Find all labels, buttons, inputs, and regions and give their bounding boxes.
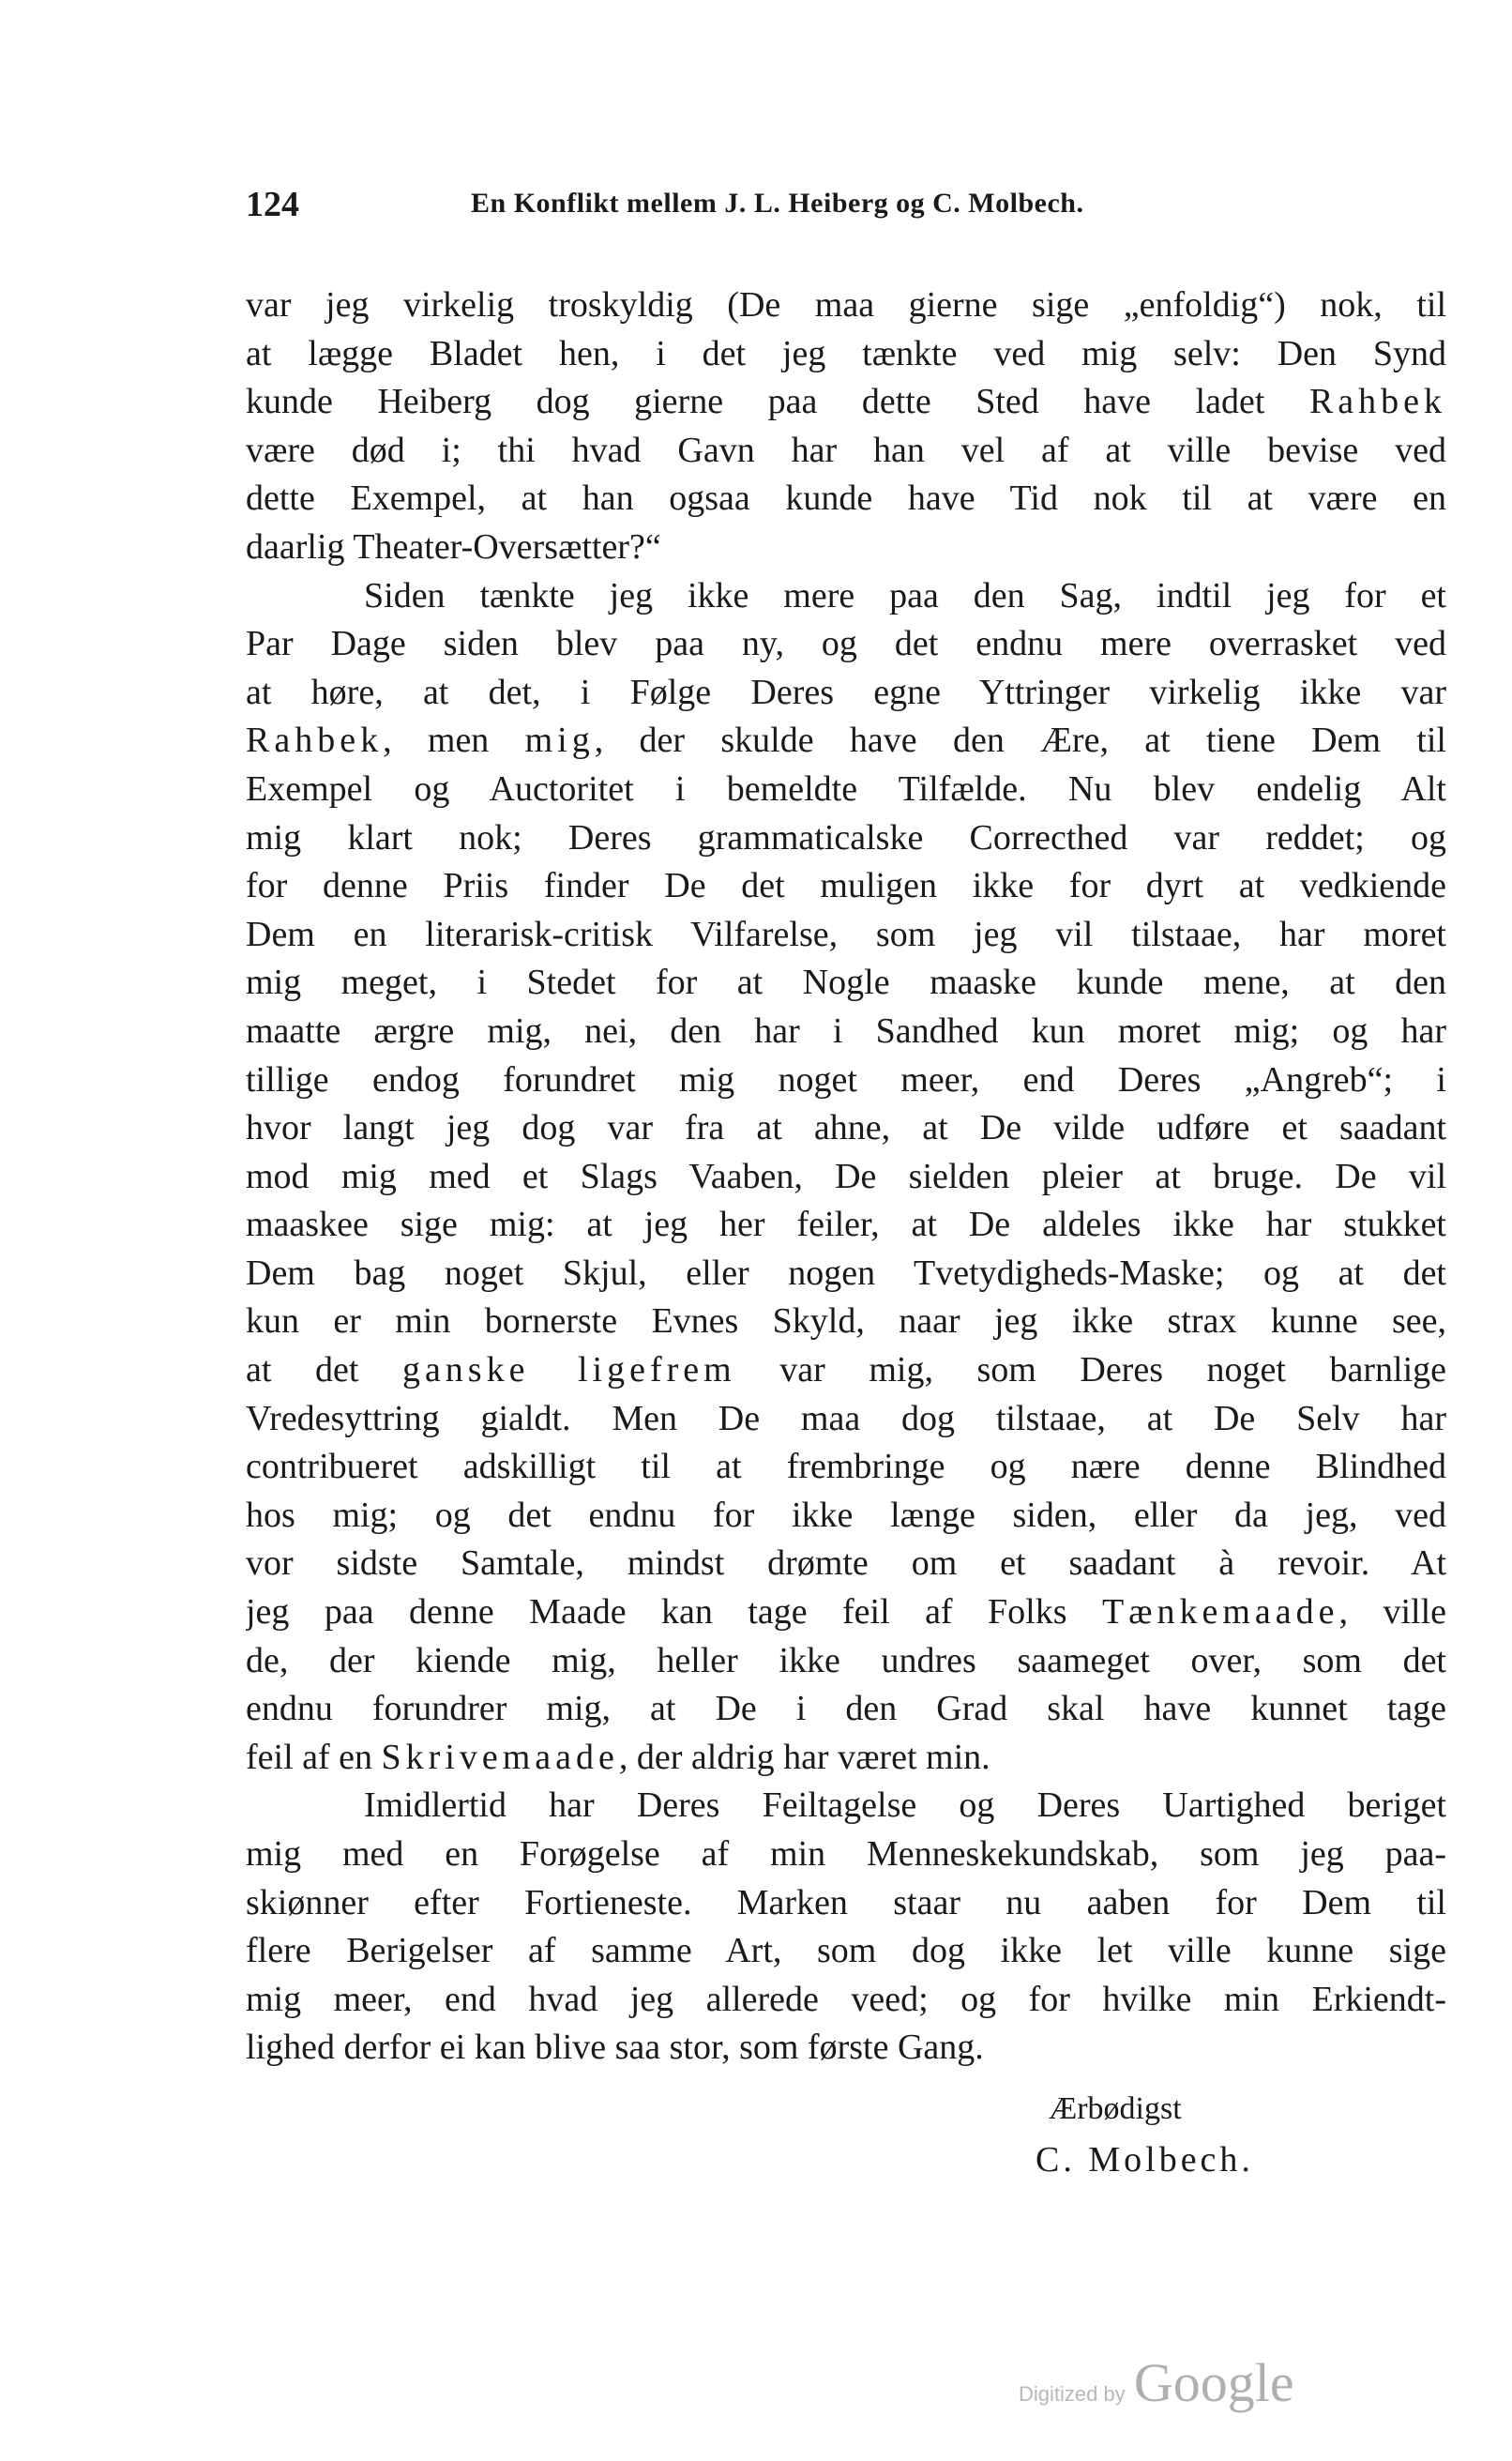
text-line: lighed derfor ei kan blive saa stor, som første Gang. bbox=[246, 2028, 984, 2068]
text-line: Vredesyttring gialdt. Men De maa dog tilstaae, at De Selv har bbox=[246, 1398, 1446, 1438]
text-line: Exempel og Auctoritet i bemeldte Tilfælde. Nu blev endelig Alt bbox=[246, 768, 1446, 809]
text-segment: , der aldrig har været min. bbox=[618, 1737, 990, 1777]
text-line: Dem en literarisk-critisk Vilfarelse, som jeg vil tilstaae, har moret bbox=[246, 914, 1446, 954]
text-line: dette Exempel, at han ogsaa kunde have Tid nok til at være en bbox=[246, 479, 1446, 519]
text-line: at lægge Bladet hen, i det jeg tænkte ved mig selv: Den Synd bbox=[246, 333, 1446, 373]
text-line: endnu forundrer mig, at De i den Grad skal have kunnet tage bbox=[246, 1689, 1446, 1729]
text-segment: , der skulde have den Ære, at tiene Dem til bbox=[594, 721, 1446, 761]
text-line: Imidlertid har Deres Feiltagelse og Deres Uartighed beriget bbox=[364, 1785, 1446, 1826]
page-number: 124 bbox=[246, 185, 299, 224]
text-line: Dem bag noget Skjul, eller nogen Tvetydigheds-Maske; og at det bbox=[246, 1253, 1446, 1293]
text-segment: at det bbox=[246, 1350, 359, 1390]
text-line: mig meget, i Stedet for at Nogle maaske kunde mene, at den bbox=[246, 963, 1446, 1003]
text-line: vor sidste Samtale, mindst drømte om et saadant à revoir. At bbox=[246, 1543, 1446, 1584]
text-line: skiønner efter Fortieneste. Marken staar nu aaben for Dem til bbox=[246, 1882, 1446, 1922]
text-line bbox=[246, 717, 1446, 766]
emphasis-ganske-ligefrem: ganske ligefrem bbox=[401, 1350, 736, 1390]
text-line: tillige endog forundret mig noget meer, end Deres „Angreb“; i bbox=[246, 1059, 1446, 1100]
watermark-prefix: Digitized by bbox=[1019, 2382, 1126, 2406]
signature-block bbox=[1032, 2087, 1369, 2188]
text-line: mig meer, end hvad jeg allerede veed; og for hvilke min Erkiendt- bbox=[246, 1979, 1446, 2019]
emphasis-skrivemaade: Skrivemaade bbox=[381, 1737, 619, 1777]
signer-name: C. Molbech. bbox=[1036, 2140, 1254, 2180]
text-line: de, der kiende mig, heller ikke undres saameget over, som det bbox=[246, 1640, 1446, 1680]
text-segment: feil af en bbox=[246, 1737, 373, 1777]
text-line: for denne Priis finder De det muligen ikke for dyrt at vedkiende bbox=[246, 866, 1446, 906]
text-line: mod mig med et Slags Vaaben, De sielden pleier at bruge. De vil bbox=[246, 1156, 1446, 1196]
text-line: daarlig Theater-Oversætter?“ bbox=[246, 526, 661, 567]
text-line: at høre, at det, i Følge Deres egne Yttringer virkelig ikke var bbox=[246, 672, 1446, 712]
text-line bbox=[246, 1588, 1446, 1637]
closing-salutation: Ærbødigst bbox=[1049, 2091, 1182, 2126]
text-line: hos mig; og det endnu for ikke længe siden, eller da jeg, ved bbox=[246, 1495, 1446, 1535]
text-line: var jeg virkelig troskyldig (De maa gierne sige „enfoldig“) nok, til bbox=[246, 285, 1446, 325]
text-line: Par Dage siden blev paa ny, og det endnu mere overrasket ved bbox=[246, 624, 1446, 664]
text-line: maaskee sige mig: at jeg her feiler, at De aldeles ikke har stukket bbox=[246, 1205, 1446, 1245]
text-line bbox=[246, 378, 1446, 427]
text-segment: , men bbox=[383, 721, 490, 761]
text-line: contribueret adskilligt til at frembringe og nære denne Blindhed bbox=[246, 1447, 1446, 1487]
text-line: hvor langt jeg dog var fra at ahne, at De vilde udføre et saadant bbox=[246, 1108, 1446, 1148]
google-logo: Google bbox=[1133, 2352, 1294, 2413]
body-text bbox=[246, 281, 1446, 2073]
running-title: En Konflikt mellem J. L. Heiberg og C. Molbech. bbox=[471, 188, 1084, 219]
text-segment: var mig, som Deres noget barnlige bbox=[779, 1350, 1446, 1390]
text-segment: kunde Heiberg dog gierne paa dette Sted have ladet bbox=[246, 382, 1265, 422]
text-line: mig klart nok; Deres grammaticalske Correcthed var reddet; og bbox=[246, 817, 1446, 858]
emphasis-taenkemaade: Tænkemaade bbox=[1101, 1592, 1339, 1633]
text-line: maatte ærgre mig, nei, den har i Sandhed kun moret mig; og har bbox=[246, 1010, 1446, 1051]
emphasis-rahbek: Rahbek bbox=[246, 721, 384, 761]
emphasis-mig: mig bbox=[524, 721, 595, 761]
text-line: kun er min bornerste Evnes Skyld, naar jeg ikke strax kunne see, bbox=[246, 1301, 1446, 1342]
text-segment: jeg paa denne Maade kan tage feil af Folks bbox=[246, 1592, 1067, 1633]
running-head bbox=[246, 184, 1296, 240]
text-line bbox=[246, 1734, 1446, 1783]
text-line: være død i; thi hvad Gavn har han vel af at ville bevise ved bbox=[246, 430, 1446, 470]
text-line: flere Berigelser af samme Art, som dog ikke let ville kunne sige bbox=[246, 1931, 1446, 1971]
text-line bbox=[246, 1346, 1446, 1395]
emphasis-rahbek: Rahbek bbox=[1308, 382, 1446, 422]
text-line: Siden tænkte jeg ikke mere paa den Sag, indtil jeg for et bbox=[364, 575, 1446, 615]
digitization-watermark bbox=[1019, 2351, 1294, 2413]
text-segment: , ville bbox=[1338, 1592, 1446, 1633]
text-line: mig med en Forøgelse af min Menneskekundskab, som jeg paa- bbox=[246, 1834, 1446, 1874]
